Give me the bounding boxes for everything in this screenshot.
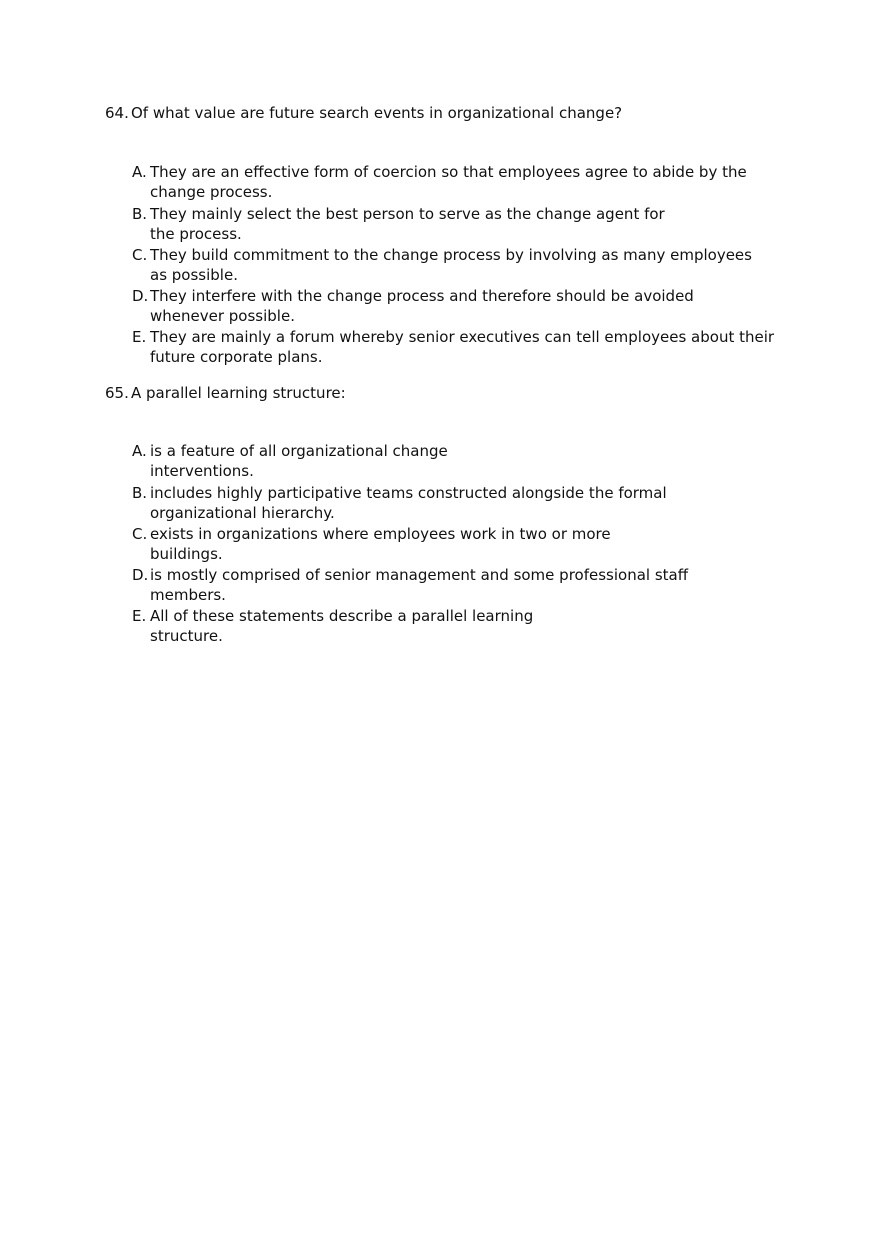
option-letter: C. [132, 525, 148, 543]
option-letter: E. [132, 328, 147, 346]
question-number: 65. [105, 384, 129, 402]
question-text: Of what value are future search events in organizational change? [131, 104, 623, 122]
question-text: A parallel learning structure: [131, 384, 346, 402]
option-letter: C. [132, 246, 148, 264]
option-letter: D. [132, 287, 149, 305]
option-letter: A. [132, 163, 147, 181]
option-text-line: They are mainly a forum whereby senior executives can tell employees about their [150, 328, 775, 346]
option-text-line: They build commitment to the change process by involving as many employees [150, 246, 752, 264]
option-text-line: is a feature of all organizational change [150, 442, 448, 460]
option-letter: B. [132, 484, 148, 502]
option-text [150, 245, 752, 285]
option-text [150, 162, 747, 202]
option-text-line: interventions. [150, 462, 254, 480]
option-text-line: as possible. [150, 266, 238, 284]
option-text [150, 483, 667, 523]
option-text-line: exists in organizations where employees work in two or more [150, 525, 611, 543]
option-text-line: structure. [150, 627, 223, 645]
option-text [150, 327, 774, 367]
option-text [150, 204, 665, 244]
option-text [150, 286, 694, 326]
option-text-line: change process. [150, 183, 273, 201]
option-text [150, 524, 611, 564]
option-letter: D. [132, 566, 149, 584]
option-text-line: They are an effective form of coercion so that employees agree to abide by the [150, 163, 747, 181]
option-text-line: organizational hierarchy. [150, 504, 335, 522]
option-text-line: future corporate plans. [150, 348, 323, 366]
option-text-line: members. [150, 586, 226, 604]
option-letter: E. [132, 607, 147, 625]
option-text-line: All of these statements describe a parallel learning [150, 607, 534, 625]
option-text-line: whenever possible. [150, 307, 295, 325]
option-text-line: They mainly select the best person to serve as the change agent for [150, 205, 665, 223]
option-text [150, 606, 533, 646]
option-text [150, 565, 688, 605]
option-text-line: includes highly participative teams constructed alongside the formal [150, 484, 667, 502]
option-text-line: is mostly comprised of senior management and some professional staff [150, 566, 689, 584]
option-letter: A. [132, 442, 147, 460]
option-text [150, 441, 448, 481]
question-number: 64. [105, 104, 129, 122]
option-text-line: They interfere with the change process and therefore should be avoided [150, 287, 694, 305]
option-text-line: the process. [150, 225, 242, 243]
option-letter: B. [132, 205, 148, 223]
option-text-line: buildings. [150, 545, 223, 563]
